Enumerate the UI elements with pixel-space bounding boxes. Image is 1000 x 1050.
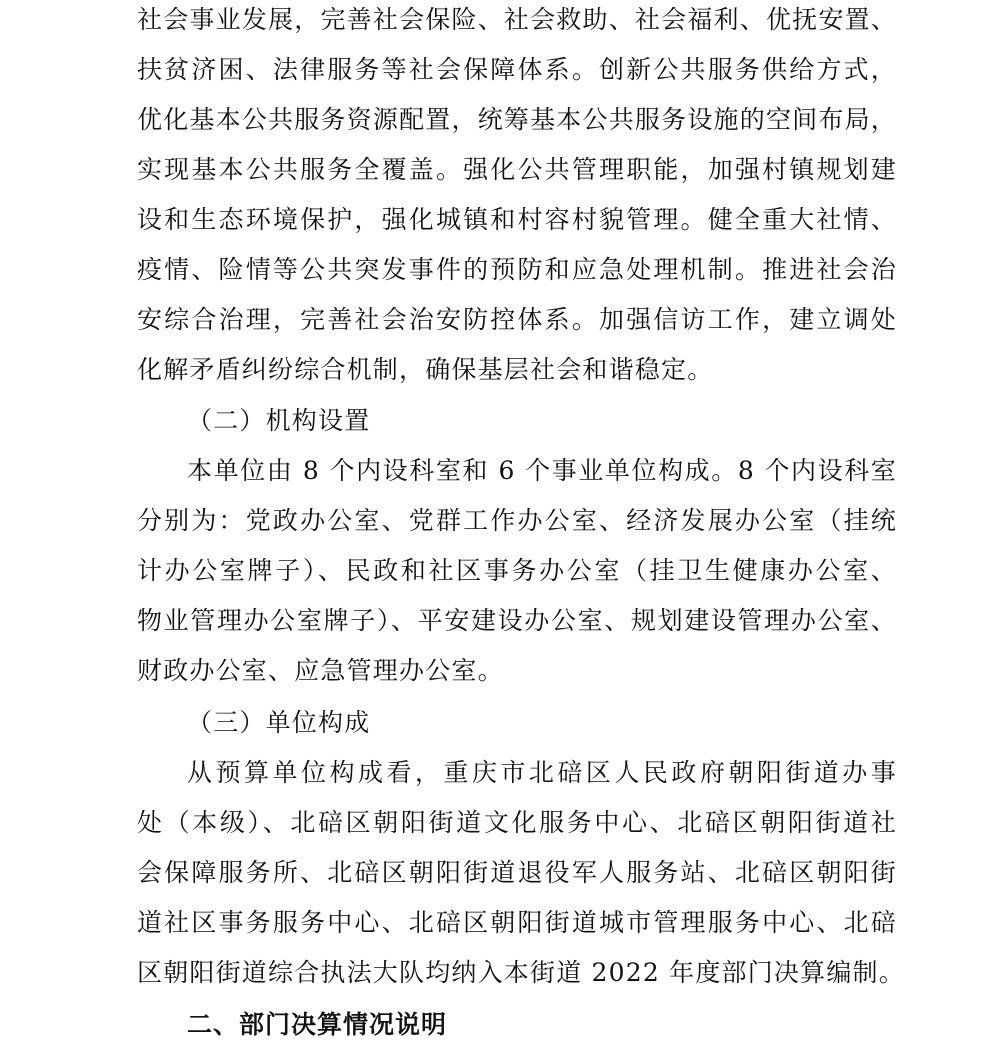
paragraph-line: 物业管理办公室牌子）、平安建设办公室、规划建设管理办公室、 [137,606,897,635]
paragraph-line: 设和生态环境保护，强化城镇和村容村貌管理。健全重大社情、 [137,205,897,234]
section-heading-institution-setup: （二）机构设置 [187,406,371,435]
paragraph-line: 扶贫济困、法律服务等社会保障体系。创新公共服务供给方式， [137,55,897,84]
paragraph-line: 本单位由 8 个内设科室和 6 个事业单位构成。8 个内设科室 [187,456,897,485]
paragraph-line: 疫情、险情等公共突发事件的预防和应急处理机制。推进社会治 [137,255,897,284]
paragraph-line: 会保障服务所、北碚区朝阳街道退役军人服务站、北碚区朝阳街 [137,858,897,887]
paragraph-line: 处（本级）、北碚区朝阳街道文化服务中心、北碚区朝阳街道社 [137,808,897,837]
paragraph-line: 安综合治理，完善社会治安防控体系。加强信访工作，建立调处 [137,305,897,334]
paragraph-line: 从预算单位构成看，重庆市北碚区人民政府朝阳街道办事 [187,758,897,787]
main-heading-final-accounts: 二、部门决算情况说明 [187,1010,448,1039]
paragraph-line: 区朝阳街道综合执法大队均纳入本街道 2022 年度部门决算编制。 [137,958,905,987]
paragraph-line: 财政办公室、应急管理办公室。 [137,656,504,685]
paragraph-line: 道社区事务服务中心、北碚区朝阳街道城市管理服务中心、北碚 [137,908,897,937]
paragraph-line: 分别为：党政办公室、党群工作办公室、经济发展办公室（挂统 [137,506,897,535]
paragraph-line: 计办公室牌子）、民政和社区事务办公室（挂卫生健康办公室、 [137,556,897,585]
paragraph-line: 实现基本公共服务全覆盖。强化公共管理职能，加强村镇规划建 [137,155,897,184]
paragraph-line: 化解矛盾纠纷综合机制，确保基层社会和谐稳定。 [137,355,714,384]
section-heading-unit-composition: （三）单位构成 [187,708,371,737]
paragraph-line: 社会事业发展，完善社会保险、社会救助、社会福利、优抚安置、 [137,5,897,34]
paragraph-line: 优化基本公共服务资源配置，统筹基本公共服务设施的空间布局， [137,105,897,134]
